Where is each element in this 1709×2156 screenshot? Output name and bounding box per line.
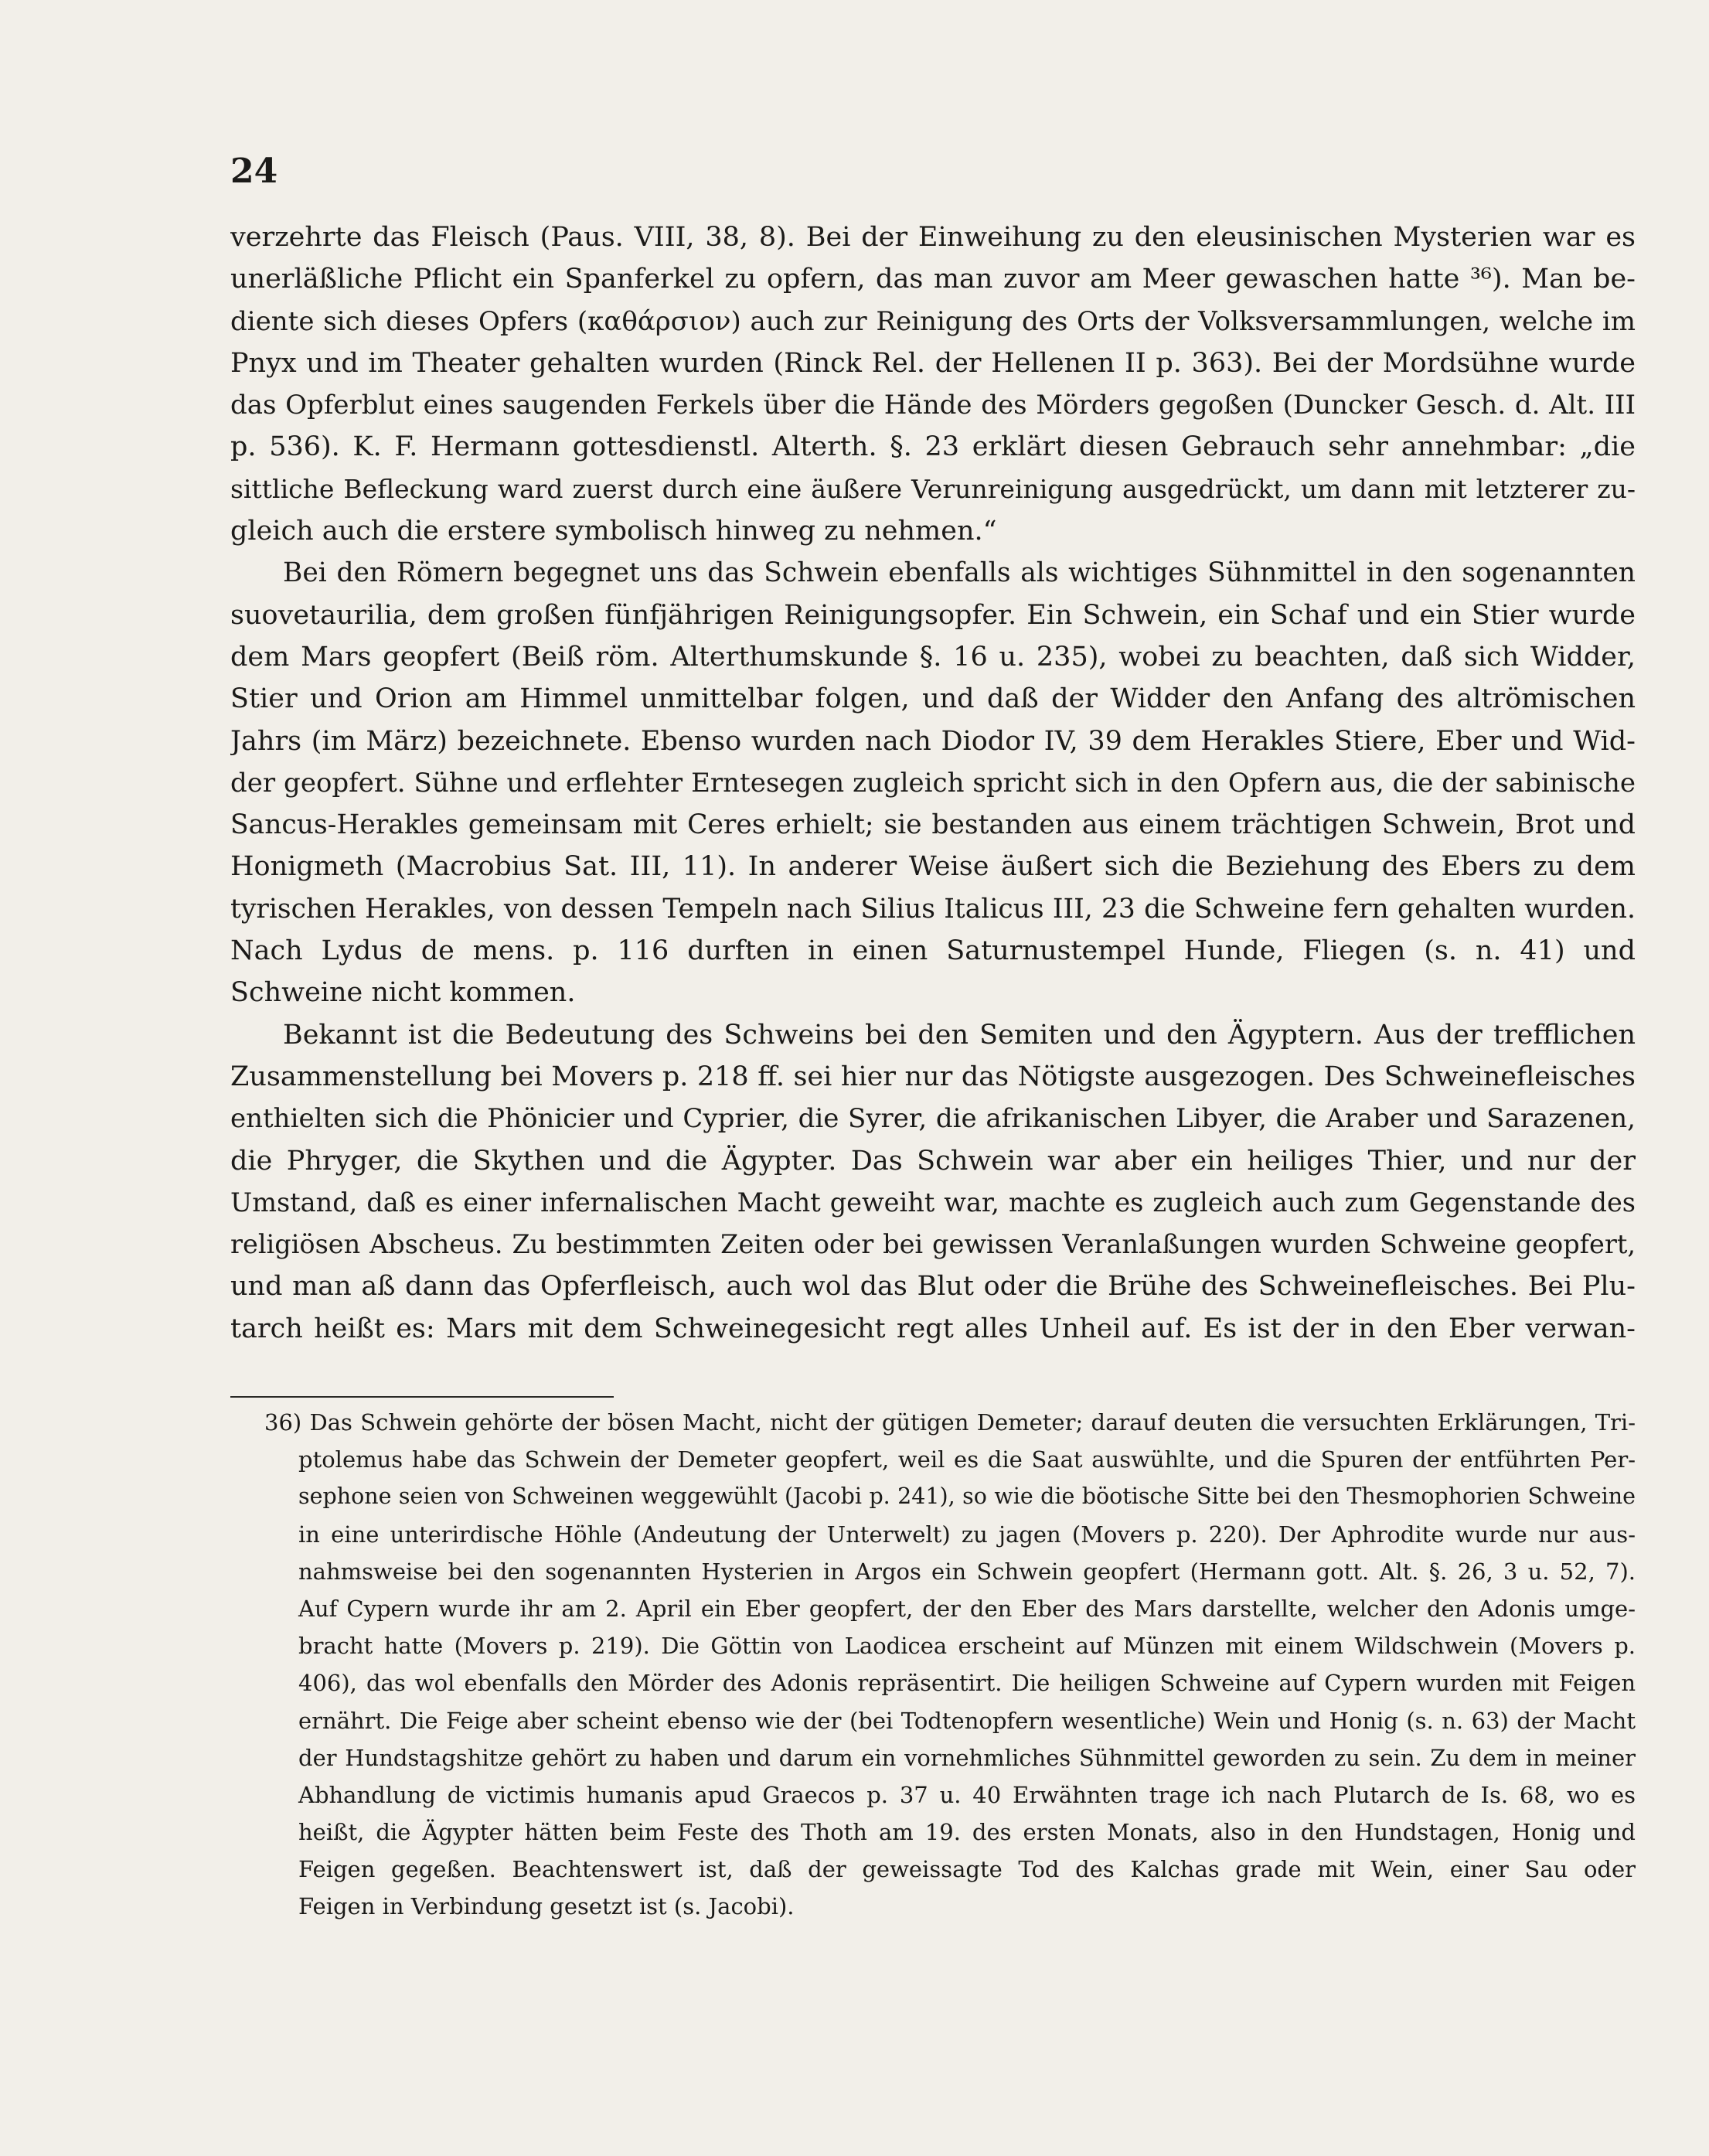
footnote-36 bbox=[230, 1404, 1636, 1926]
text-line: p. 536). K. F. Hermann gottesdienstl. Alterth. §. 23 erklärt diesen Gebrauch sehr annehmbar: „die bbox=[230, 431, 1636, 463]
text-line: Bekannt ist die Bedeutung des Schweins bei den Semiten und den Ägyptern. Aus der trefflichen bbox=[283, 1019, 1636, 1051]
text-line: gleich auch die erstere symbolisch hinweg zu nehmen.“ bbox=[230, 516, 997, 547]
text-line: Schweine nicht kommen. bbox=[230, 977, 576, 1009]
footnote-line: der Hundstagshitze gehört zu haben und darum ein vornehmliches Sühnmittel geworden zu sein. Zu dem in meiner bbox=[298, 1744, 1636, 1771]
text-line: die Phryger, die Skythen und die Ägypter. Das Schwein war aber ein heiliges Thier, und nur der bbox=[230, 1145, 1636, 1177]
footnote-line: Feigen in Verbindung gesetzt ist (s. Jacobi). bbox=[298, 1893, 795, 1920]
text-line: religiösen Abscheus. Zu bestimmten Zeiten oder bei gewissen Veranlaßungen wurden Schweine geopfert, bbox=[230, 1229, 1636, 1260]
text-line: Umstand, daß es einer infernalischen Macht geweiht war, machte es zugleich auch zum Gegenstande des bbox=[230, 1187, 1636, 1218]
footnote-line: Feigen gegeßen. Beachtenswert ist, daß der geweissagte Tod des Kalchas grade mit Wein, einer Sau oder bbox=[298, 1856, 1636, 1883]
text-line: unerläßliche Pflicht ein Spanferkel zu opfern, das man zuvor am Meer gewaschen hatte ³⁶). Man be- bbox=[230, 264, 1636, 295]
text-line: Honigmeth (Macrobius Sat. III, 11). In anderer Weise äußert sich die Beziehung des Ebers zu dem bbox=[230, 851, 1636, 883]
text-line: tarch heißt es: Mars mit dem Schweinegesicht regt alles Unheil auf. Es ist der in den Eber verwan- bbox=[230, 1313, 1636, 1344]
body-text bbox=[230, 216, 1636, 1350]
footnote-line: bracht hatte (Movers p. 219). Die Göttin von Laodicea erscheint auf Münzen mit einem Wildschwein (Movers p. bbox=[298, 1633, 1636, 1660]
text-line: Stier und Orion am Himmel unmittelbar folgen, und daß der Widder den Anfang des altrömischen bbox=[230, 683, 1636, 715]
footnote-line: Auf Cypern wurde ihr am 2. April ein Eber geopfert, der den Eber des Mars darstellte, welcher den Adonis umge- bbox=[298, 1595, 1636, 1622]
text-line: Sancus-Herakles gemeinsam mit Ceres erhielt; sie bestanden aus einem trächtigen Schwein, Brot und bbox=[230, 809, 1636, 841]
footnote-line: Abhandlung de victimis humanis apud Graecos p. 37 u. 40 Erwähnten trage ich nach Plutarch de Is. 68, wo es bbox=[298, 1781, 1636, 1808]
footnote-line: sephone seien von Schweinen weggewühlt (Jacobi p. 241), so wie die böotische Sitte bei den Thesmophorien Schweine bbox=[298, 1483, 1636, 1510]
footnote-line: heißt, die Ägypter hätten beim Feste des Thoth am 19. des ersten Monats, also in den Hundstagen, Honig und bbox=[298, 1819, 1636, 1846]
footnote-divider bbox=[230, 1396, 614, 1398]
footnote-line: 36) Das Schwein gehörte der bösen Macht, nicht der gütigen Demeter; darauf deuten die versuchten Erklärungen, Tri- bbox=[264, 1409, 1636, 1436]
page-number: 24 bbox=[230, 152, 278, 191]
text-line: der geopfert. Sühne und erflehter Erntesegen zugleich spricht sich in den Opfern aus, die der sabinische bbox=[230, 767, 1636, 799]
text-line: verzehrte das Fleisch (Paus. VIII, 38, 8). Bei der Einweihung zu den eleusinischen Mysterien war es bbox=[230, 222, 1636, 253]
text-line: Nach Lydus de mens. p. 116 durften in einen Saturnustempel Hunde, Fliegen (s. n. 41) und bbox=[230, 935, 1636, 967]
text-line: Jahrs (im März) bezeichnete. Ebenso wurden nach Diodor IV, 39 dem Herakles Stiere, Eber und Wid- bbox=[230, 725, 1636, 757]
text-line: dem Mars geopfert (Beiß röm. Alterthumskunde §. 16 u. 235), wobei zu beachten, daß sich Widder, bbox=[230, 641, 1636, 673]
footnote-line: nahmsweise bei den sogenannten Hysterien in Argos ein Schwein geopfert (Hermann gott. Alt. §. 26, 3 u. 52, 7). bbox=[298, 1558, 1636, 1585]
text-line: enthielten sich die Phönicier und Cyprier, die Syrer, die afrikanischen Libyer, die Araber und Sarazenen, bbox=[230, 1103, 1636, 1135]
text-line: Bei den Römern begegnet uns das Schwein ebenfalls als wichtiges Sühnmittel in den sogenannten bbox=[283, 557, 1636, 589]
text-line: und man aß dann das Opferfleisch, auch wol das Blut oder die Brühe des Schweinefleisches. Bei Plu- bbox=[230, 1271, 1636, 1303]
text-line: sittliche Befleckung ward zuerst durch eine äußere Verunreinigung ausgedrückt, um dann mit letzterer zu- bbox=[230, 473, 1636, 504]
text-line: Pnyx und im Theater gehalten wurden (Rinck Rel. der Hellenen II p. 363). Bei der Mordsühne wurde bbox=[230, 347, 1636, 379]
footnote-line: ptolemus habe das Schwein der Demeter geopfert, weil es die Saat auswühlte, und die Spuren der entführten Per- bbox=[298, 1446, 1636, 1473]
text-line: Zusammenstellung bei Movers p. 218 ff. sei hier nur das Nötigste ausgezogen. Des Schweinefleisches bbox=[230, 1061, 1636, 1092]
text-line: diente sich dieses Opfers (καθάρσιον) auch zur Reinigung des Orts der Volksversammlungen, welche im bbox=[230, 305, 1636, 337]
footnote-line: 406), das wol ebenfalls den Mörder des Adonis repräsentirt. Die heiligen Schweine auf Cypern wurden mit Feigen bbox=[298, 1670, 1636, 1697]
text-line: suovetaurilia, dem großen fünfjährigen Reinigungsopfer. Ein Schwein, ein Schaf und ein Stier wurde bbox=[230, 599, 1636, 631]
footnote-line: in eine unterirdische Höhle (Andeutung der Unterwelt) zu jagen (Movers p. 220). Der Aphrodite wurde nur aus- bbox=[298, 1521, 1636, 1548]
footnote-line: ernährt. Die Feige aber scheint ebenso wie der (bei Todtenopfern wesentliche) Wein und Honig (s. n. 63) der Macht bbox=[298, 1707, 1636, 1734]
text-line: das Opferblut eines saugenden Ferkels über die Hände des Mörders gegoßen (Duncker Gesch. d. Alt. III bbox=[230, 390, 1636, 421]
text-line: tyrischen Herakles, von dessen Tempeln nach Silius Italicus III, 23 die Schweine fern gehalten wurden. bbox=[230, 893, 1636, 925]
